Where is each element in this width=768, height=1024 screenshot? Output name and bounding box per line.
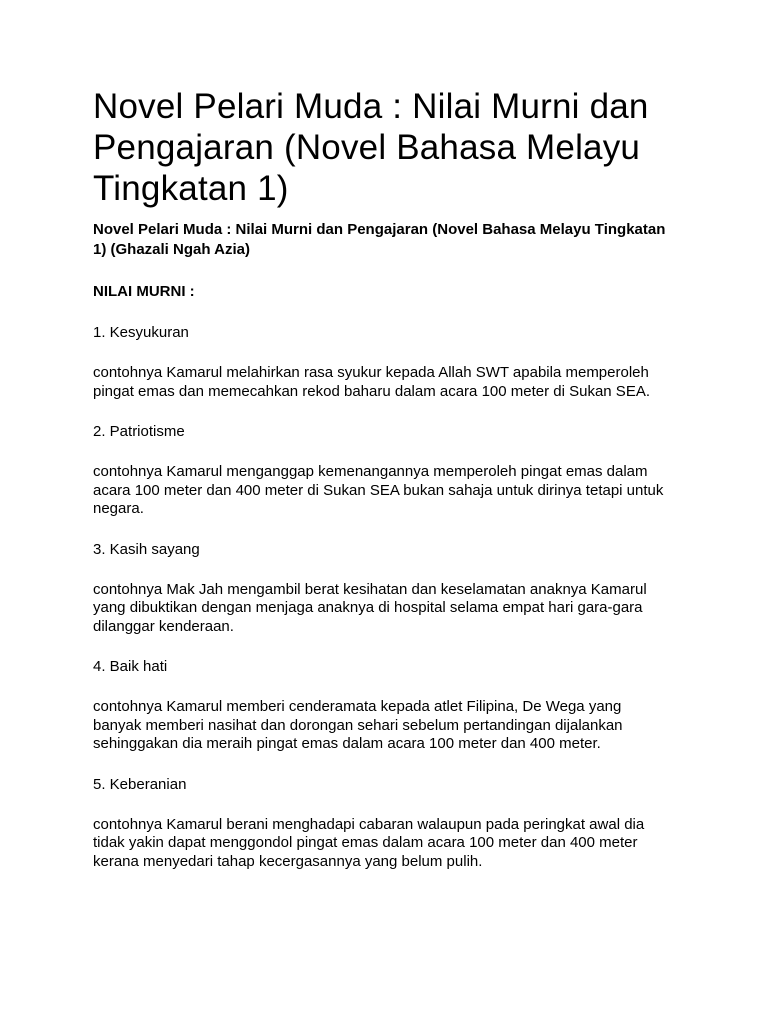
item-text: contohnya Kamarul memberi cenderamata kepada atlet Filipina, De Wega yang banyak memberi nasihat dan dorongan sehari sebelum pertandingan dijalankan sehinggakan dia meraih pingat emas dalam acara 100 meter dan 400 meter. — [93, 698, 623, 752]
item-text: contohnya Kamarul melahirkan rasa syukur kepada Allah SWT apabila memperoleh pingat emas dan memecahkan rekod baharu dalam acara 100 meter di Sukan SEA. — [93, 364, 650, 400]
document-page — [93, 86, 673, 871]
item-heading: 2. Patriotisme — [93, 423, 185, 440]
document-title: Novel Pelari Muda : Nilai Murni dan Pengajaran (Novel Bahasa Melayu Tingkatan 1) — [93, 87, 649, 208]
list-item — [93, 775, 673, 872]
item-text: contohnya Kamarul berani menghadapi cabaran walaupun pada peringkat awal dia tidak yakin dapat menggondol pingat emas dalam acara 100 meter dan 400 meter kerana menyedari tahap kecergasannya yang belum pulih. — [93, 815, 645, 870]
list-item — [93, 422, 673, 519]
values-list — [93, 323, 673, 871]
list-item — [93, 540, 673, 637]
item-text: contohnya Kamarul menganggap kemenangannya memperoleh pingat emas dalam acara 100 meter dan 400 meter di Sukan SEA bukan sahaja untuk dirinya tetapi untuk negara. — [93, 463, 664, 517]
item-heading: 5. Keberanian — [93, 775, 187, 793]
list-item — [93, 323, 673, 401]
section-heading: NILAI MURNI : — [93, 283, 195, 300]
list-item — [93, 657, 673, 754]
item-heading: 4. Baik hati — [93, 658, 168, 675]
item-heading: 3. Kasih sayang — [93, 540, 200, 558]
item-heading: 1. Kesyukuran — [93, 324, 189, 341]
document-subtitle: Novel Pelari Muda : Nilai Murni dan Pengajaran (Novel Bahasa Melayu Tingkatan 1) (Ghazali Ngah Azia) — [93, 221, 666, 258]
item-text: contohnya Mak Jah mengambil berat kesihatan dan keselamatan anaknya Kamarul yang dibuktikan dengan menjaga anaknya di hospital selama empat hari gara-gara dilanggar kenderaan. — [93, 580, 647, 635]
